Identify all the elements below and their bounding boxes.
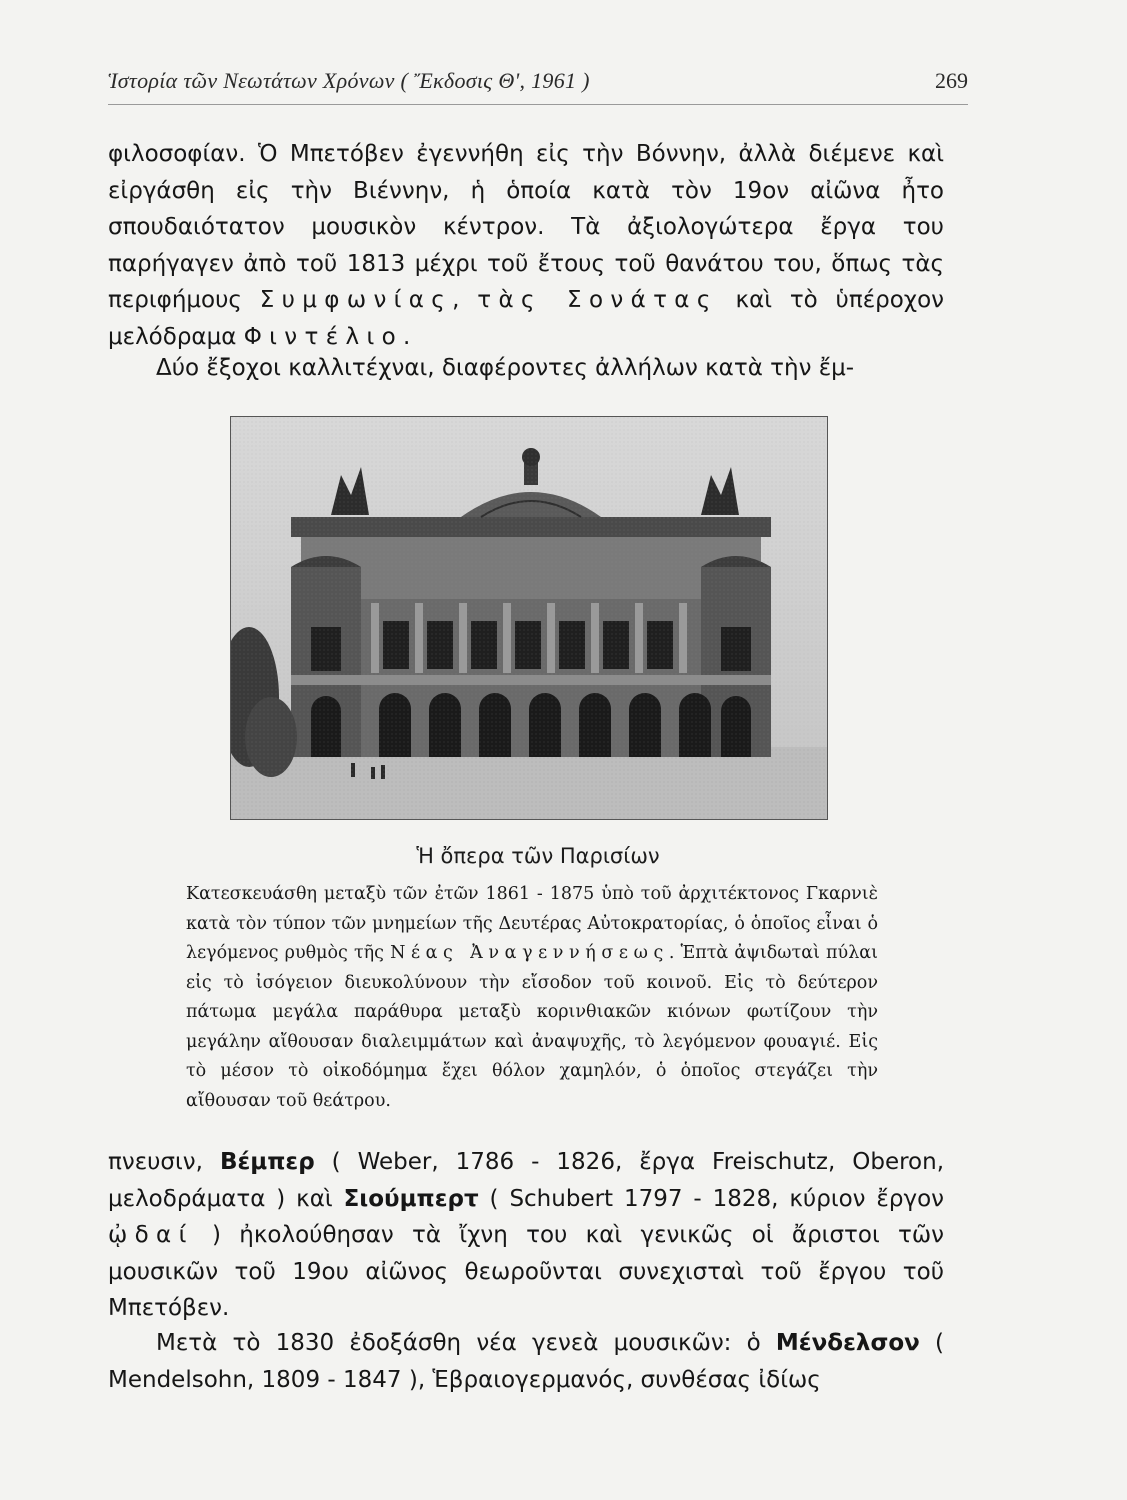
caption-text: Κατεσκευάσθη μεταξὺ τῶν ἐτῶν 1861 - 1875 ὑπὸ τοῦ ἀρχιτέκτονος Γκαρνιὲ κατὰ τὸν τύπον τῶν μνημείων τῆς Δευτέρας Αὐτοκρατορίας, ὁ ὁποῖος εἶναι ὁ λεγόμενος ρυθμὸς τῆς <box>186 884 878 963</box>
spaced-term-odes: ᾠδαί <box>108 1222 194 1248</box>
spaced-term-symphonies: Συμφωνίας <box>259 287 453 313</box>
paragraph-text: ) ἠκολούθησαν τὰ ἴχνη του καὶ γενικῶς οἱ ἄριστοι τῶν μουσικῶν τοῦ 19ου αἰῶνος θεωροῦνται συνεχισταὶ τοῦ ἔργου τοῦ Μπετόβεν. <box>108 1222 944 1321</box>
opera-photo <box>230 416 828 820</box>
paragraph-text: Μετὰ τὸ 1830 ἐδοξάσθη νέα γενεὰ μουσικῶν: ὁ <box>156 1330 776 1356</box>
spaced-term-sonatas: τὰς Σονάτας <box>477 287 718 313</box>
paragraph-text: , <box>452 287 478 313</box>
paragraph-mendelssohn <box>108 1325 944 1398</box>
paragraph-text: Δύο ἔξοχοι καλλιτέχναι, διαφέροντες ἀλλήλων κατὰ τὴν ἔμ- <box>156 355 855 381</box>
paragraph-text: . <box>403 323 411 350</box>
paragraph-text: πνευσιν, <box>108 1149 220 1175</box>
paragraph-beethoven <box>108 136 944 355</box>
name-mendelssohn: Μένδελσον <box>775 1330 920 1356</box>
figure-caption-title: Ἡ ὄπερα τῶν Παρισίων <box>416 844 660 868</box>
header-rule <box>108 104 968 105</box>
caption-text: . Ἑπτὰ ἀψιδωταὶ πύλαι εἰς τὸ ἰσόγειον διευκολύνουν τὴν εἴσοδον τοῦ κοινοῦ. Εἰς τὸ δεύτερον πάτωμα μεγάλα παράθυρα μεταξὺ κορινθιακῶν κιόνων φωτίζουν τὴν μεγάλην αἴθουσαν διαλειμμάτων καὶ ἀναψυχῆς, τὸ λεγόμενον φουαγιέ. Εἰς τὸ μέσον τὸ οἰκοδόμημα ἔχει θόλον χαμηλόν, ὁ ὁποῖος στεγάζει τὴν αἴθουσαν τοῦ θεάτρου. <box>186 943 878 1111</box>
paragraph-text: ( Mendelsohn, 1809 - 1847 ), Ἑβραιογερμανός, συνθέσας ἰδίως <box>108 1330 945 1393</box>
running-title: Ἱστορία τῶν Νεωτάτων Χρόνων ( Ἔκδοσις Θ', 1961 ) <box>108 68 590 93</box>
paragraph-text: φιλοσοφίαν. Ὁ Μπετόβεν ἐγεννήθη εἰς τὴν Βόννην, ἀλλὰ διέμενε καὶ εἰργάσθη εἰς τὴν Βιέννην, ἡ ὁποία κατὰ τὸν 19ον αἰῶνα ἦτο σπουδαιότατον μουσικὸν κέντρον. Τὰ ἀξιολογώτερα ἔργα του παρήγαγεν ἀπὸ τοῦ 1813 μέχρι τοῦ ἔτους τοῦ θανάτου του, ὅπως τὰς περιφήμους <box>108 141 944 313</box>
spaced-term-neo-renaissance: Νέας Ἀναγεννήσεως <box>390 943 669 963</box>
paragraph-text: ( Schubert 1797 - 1828, κύριον ἔργον <box>478 1185 944 1212</box>
name-schubert: Σιούμπερτ <box>343 1185 479 1212</box>
page-number: 269 <box>935 68 968 93</box>
running-header <box>108 68 968 98</box>
paragraph-text: ( Weber, 1786 - 1826, ἔργα Freischutz, Oberon, μελοδράματα ) καὶ <box>108 1149 945 1212</box>
spaced-term-fidelio: Φιντέλιο <box>243 323 404 350</box>
paragraph-weber-schubert <box>108 1144 944 1327</box>
paragraph-two-artists <box>108 350 944 387</box>
figure-caption-body <box>186 880 878 1116</box>
paragraph-text: καὶ τὸ ὑπέροχον μελόδραμα <box>108 287 945 350</box>
paris-opera-illustration <box>231 417 827 819</box>
name-weber: Βέμπερ <box>219 1149 315 1175</box>
